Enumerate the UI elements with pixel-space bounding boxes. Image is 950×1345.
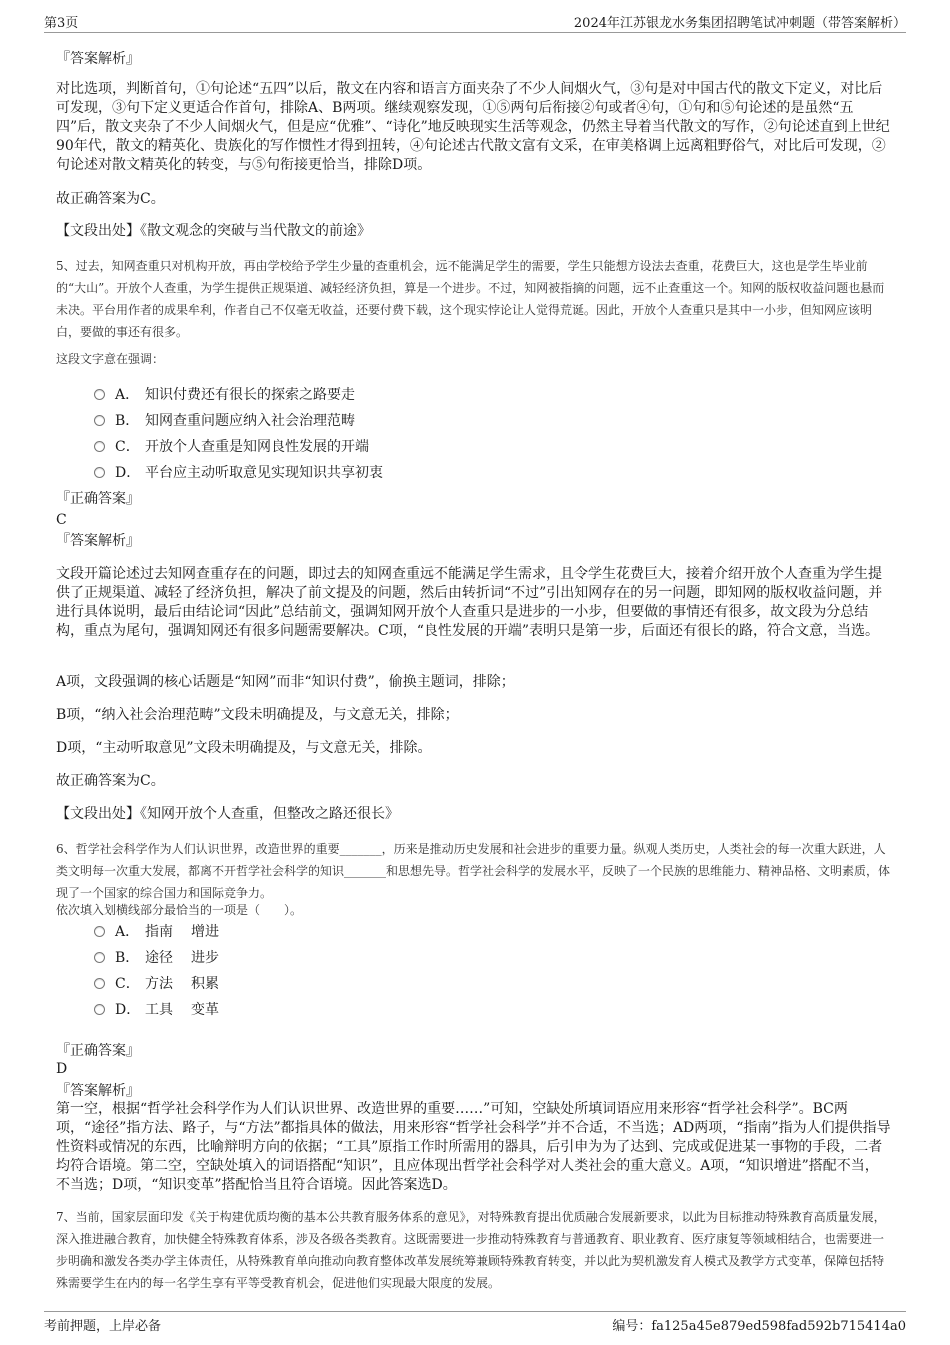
q4-analysis-title: 『答案解析』 (56, 51, 140, 67)
footer-code: 编号：fa125a45e879ed598fad592b715414a0 (612, 1319, 906, 1334)
q6-option-d[interactable]: D． 工具 变革 (94, 997, 219, 1023)
radio-icon[interactable] (94, 952, 105, 963)
q6-option-a[interactable]: A． 指南 增进 (94, 919, 219, 945)
q5-option-d[interactable]: D． 平台应主动听取意见实现知识共享初衷 (94, 460, 383, 486)
q5-option-c[interactable]: C． 开放个人查重是知网良性发展的开端 (94, 434, 383, 460)
q5-note-b: B项，“纳入社会治理范畴”文段未明确提及，与文意无关，排除； (56, 707, 459, 723)
q5-answer-title: 『正确答案』 (56, 491, 140, 507)
q4-source: 【文段出处】《散文观念的突破与当代散文的前途》 (56, 223, 371, 239)
q5-analysis-text: 文段开篇论述过去知网查重存在的问题，即过去的知网查重远不能满足学生需求，且令学生花费巨大，接着介绍开放个人查重为学生提供了正规渠道、减轻了经济负担，解决了前文提及的问题，然后由转折词“不过”引出知网存在的另一问题，即知网的版权收益问题，并进行具体说明，最后由结论词“因此”总结前文，强调知网开放个人查重只是进步的一小步，但要做的事情还有很多，故文段为分总结构，重点为尾句，强调知网还有很多问题需要解决。C项，“良性发展的开端”表明只是第一步，后面还有很长的路，符合文意，当选。 (56, 566, 883, 639)
q6-answer: D (56, 1061, 68, 1077)
radio-icon[interactable] (94, 1004, 105, 1015)
q5-options (94, 382, 383, 486)
q7-question: 7、当前，国家层面印发《关于构建优质均衡的基本公共教育服务体系的意见》，对特殊教育提出优质融合发展新要求，以此为目标推动特殊教育高质量发展，深入推进融合教育，加快健全特殊教育体系，涉及各级各类教育。这既需要进一步推动特殊教育与普通教育、职业教育、医疗康复等领域相结合，也需要进一步明确和激发各类办学主体责任，从特殊教育单向推动向教育整体改革发展统筹兼顾特殊教育转变，并以此为契机激发育人模式及教学方式变革，保障包括特殊需要学生在内的每一名学生享有平等受教育机会，促进他们实现最大限度的发展。 (56, 1210, 886, 1290)
q6-analysis-text: 第一空，根据“哲学社会科学作为人们认识世界、改造世界的重要……”可知，空缺处所填词语应用来形容“哲学社会科学”。BC两项，“途径”指方法、路子，与“方法”都指具体的做法，用来形容“哲学社会科学”并不合适，不当选；AD两项，“指南”指为人们提供指导性资料或情况的东西，比喻辩明方向的依据；“工具”原指工作时所需用的器具，后引申为为了达到、完成或促进某一事物的手段，二者均符合语境。第二空，空缺处填入的词语搭配“知识”，且应体现出哲学社会科学对人类社会的重大意义。A项，“知识增进”搭配不当，不当选；D项，“知识变革”搭配恰当且符合语境。因此答案选D。 (56, 1101, 891, 1193)
q4-conclusion: 故正确答案为C。 (56, 191, 165, 207)
footer-slogan: 考前押题，上岸必备 (44, 1319, 162, 1334)
q6-prompt: 依次填入划横线部分最恰当的一项是（ ）。 (56, 903, 303, 917)
page-number: 第3页 (44, 16, 79, 31)
page-footer (44, 1311, 906, 1334)
q4-analysis-text: 对比选项，判断首句，①句论述“五四”以后，散文在内容和语言方面夹杂了不少人间烟火气，③句是对中国古代的散文下定义，对比后可发现，③句下定义更适合作首句，排除A、B两项。继续观察发现，①⑤两句后衔接②句或者④句，①句和⑤句论述的是虽然“五四”后，散文夹杂了不少人间烟火气，但是应“优雅”、“诗化”地反映现实生活等观念，仍然主导着当代散文的写作，②句论述直到上世纪90年代，散文的精英化、贵族化的写作惯性才得到扭转，④句论述古代散文富有文采，在审美格调上远离粗野俗气，对比后可发现，②句论述对散文精英化的转变，与⑤句衔接更恰当，排除D项。 (56, 81, 890, 173)
q6-option-c[interactable]: C． 方法 积累 (94, 971, 219, 997)
radio-icon[interactable] (94, 978, 105, 989)
q5-option-a[interactable]: A． 知识付费还有很长的探索之路要走 (94, 382, 383, 408)
radio-icon[interactable] (94, 467, 105, 478)
q5-answer: C (56, 512, 67, 528)
radio-icon[interactable] (94, 926, 105, 937)
radio-icon[interactable] (94, 389, 105, 400)
radio-icon[interactable] (94, 415, 105, 426)
q6-answer-title: 『正确答案』 (56, 1043, 140, 1059)
q6-option-b[interactable]: B． 途径 进步 (94, 945, 219, 971)
radio-icon[interactable] (94, 441, 105, 452)
q5-source: 【文段出处】《知网开放个人查重，但整改之路还很长》 (56, 806, 399, 822)
q6-options (94, 919, 219, 1023)
q5-question: 5、过去，知网查重只对机构开放，再由学校给予学生少量的查重机会，远不能满足学生的需要，学生只能想方设法去查重，花费巨大，这也是学生毕业前的“大山”。开放个人查重，为学生提供正规渠道、减轻经济负担，算是一个进步。不过，知网被指摘的问题，远不止查重这一个。知网的版权收益问题也悬而未决。平台用作者的成果牟利，作者自己不仅毫无收益，还要付费下载，这个现实悖论让人觉得荒诞。因此，开放个人查重只是其中一小步，但知网应该明白，要做的事还有很多。 (56, 259, 885, 339)
q5-note-a: A项，文段强调的核心话题是“知网”而非“知识付费”，偷换主题词，排除； (56, 674, 515, 690)
q5-note-d: D项，“主动听取意见”文段未明确提及，与文意无关，排除。 (56, 740, 432, 756)
q5-prompt: 这段文字意在强调： (56, 352, 165, 366)
q6-analysis-title: 『答案解析』 (56, 1083, 140, 1099)
q5-option-b[interactable]: B． 知网查重问题应纳入社会治理范畴 (94, 408, 383, 434)
q6-question: 6、哲学社会科学作为人们认识世界，改造世界的重要_______，历来是推动历史发展和社会进步的重要力量。纵观人类历史，人类社会的每一次重大跃进，人类文明每一次重大发展，都离不开哲学社会科学的知识_______和思想先导。哲学社会科学的发展水平，反映了一个民族的思维能力、精神品格、文明素质，体现了一个国家的综合国力和国际竞争力。 (56, 842, 891, 900)
document-title: 2024年江苏银龙水务集团招聘笔试冲刺题（带答案解析） (573, 16, 906, 31)
page-header (44, 10, 906, 33)
q5-conclusion: 故正确答案为C。 (56, 773, 165, 789)
q5-analysis-title: 『答案解析』 (56, 533, 140, 549)
